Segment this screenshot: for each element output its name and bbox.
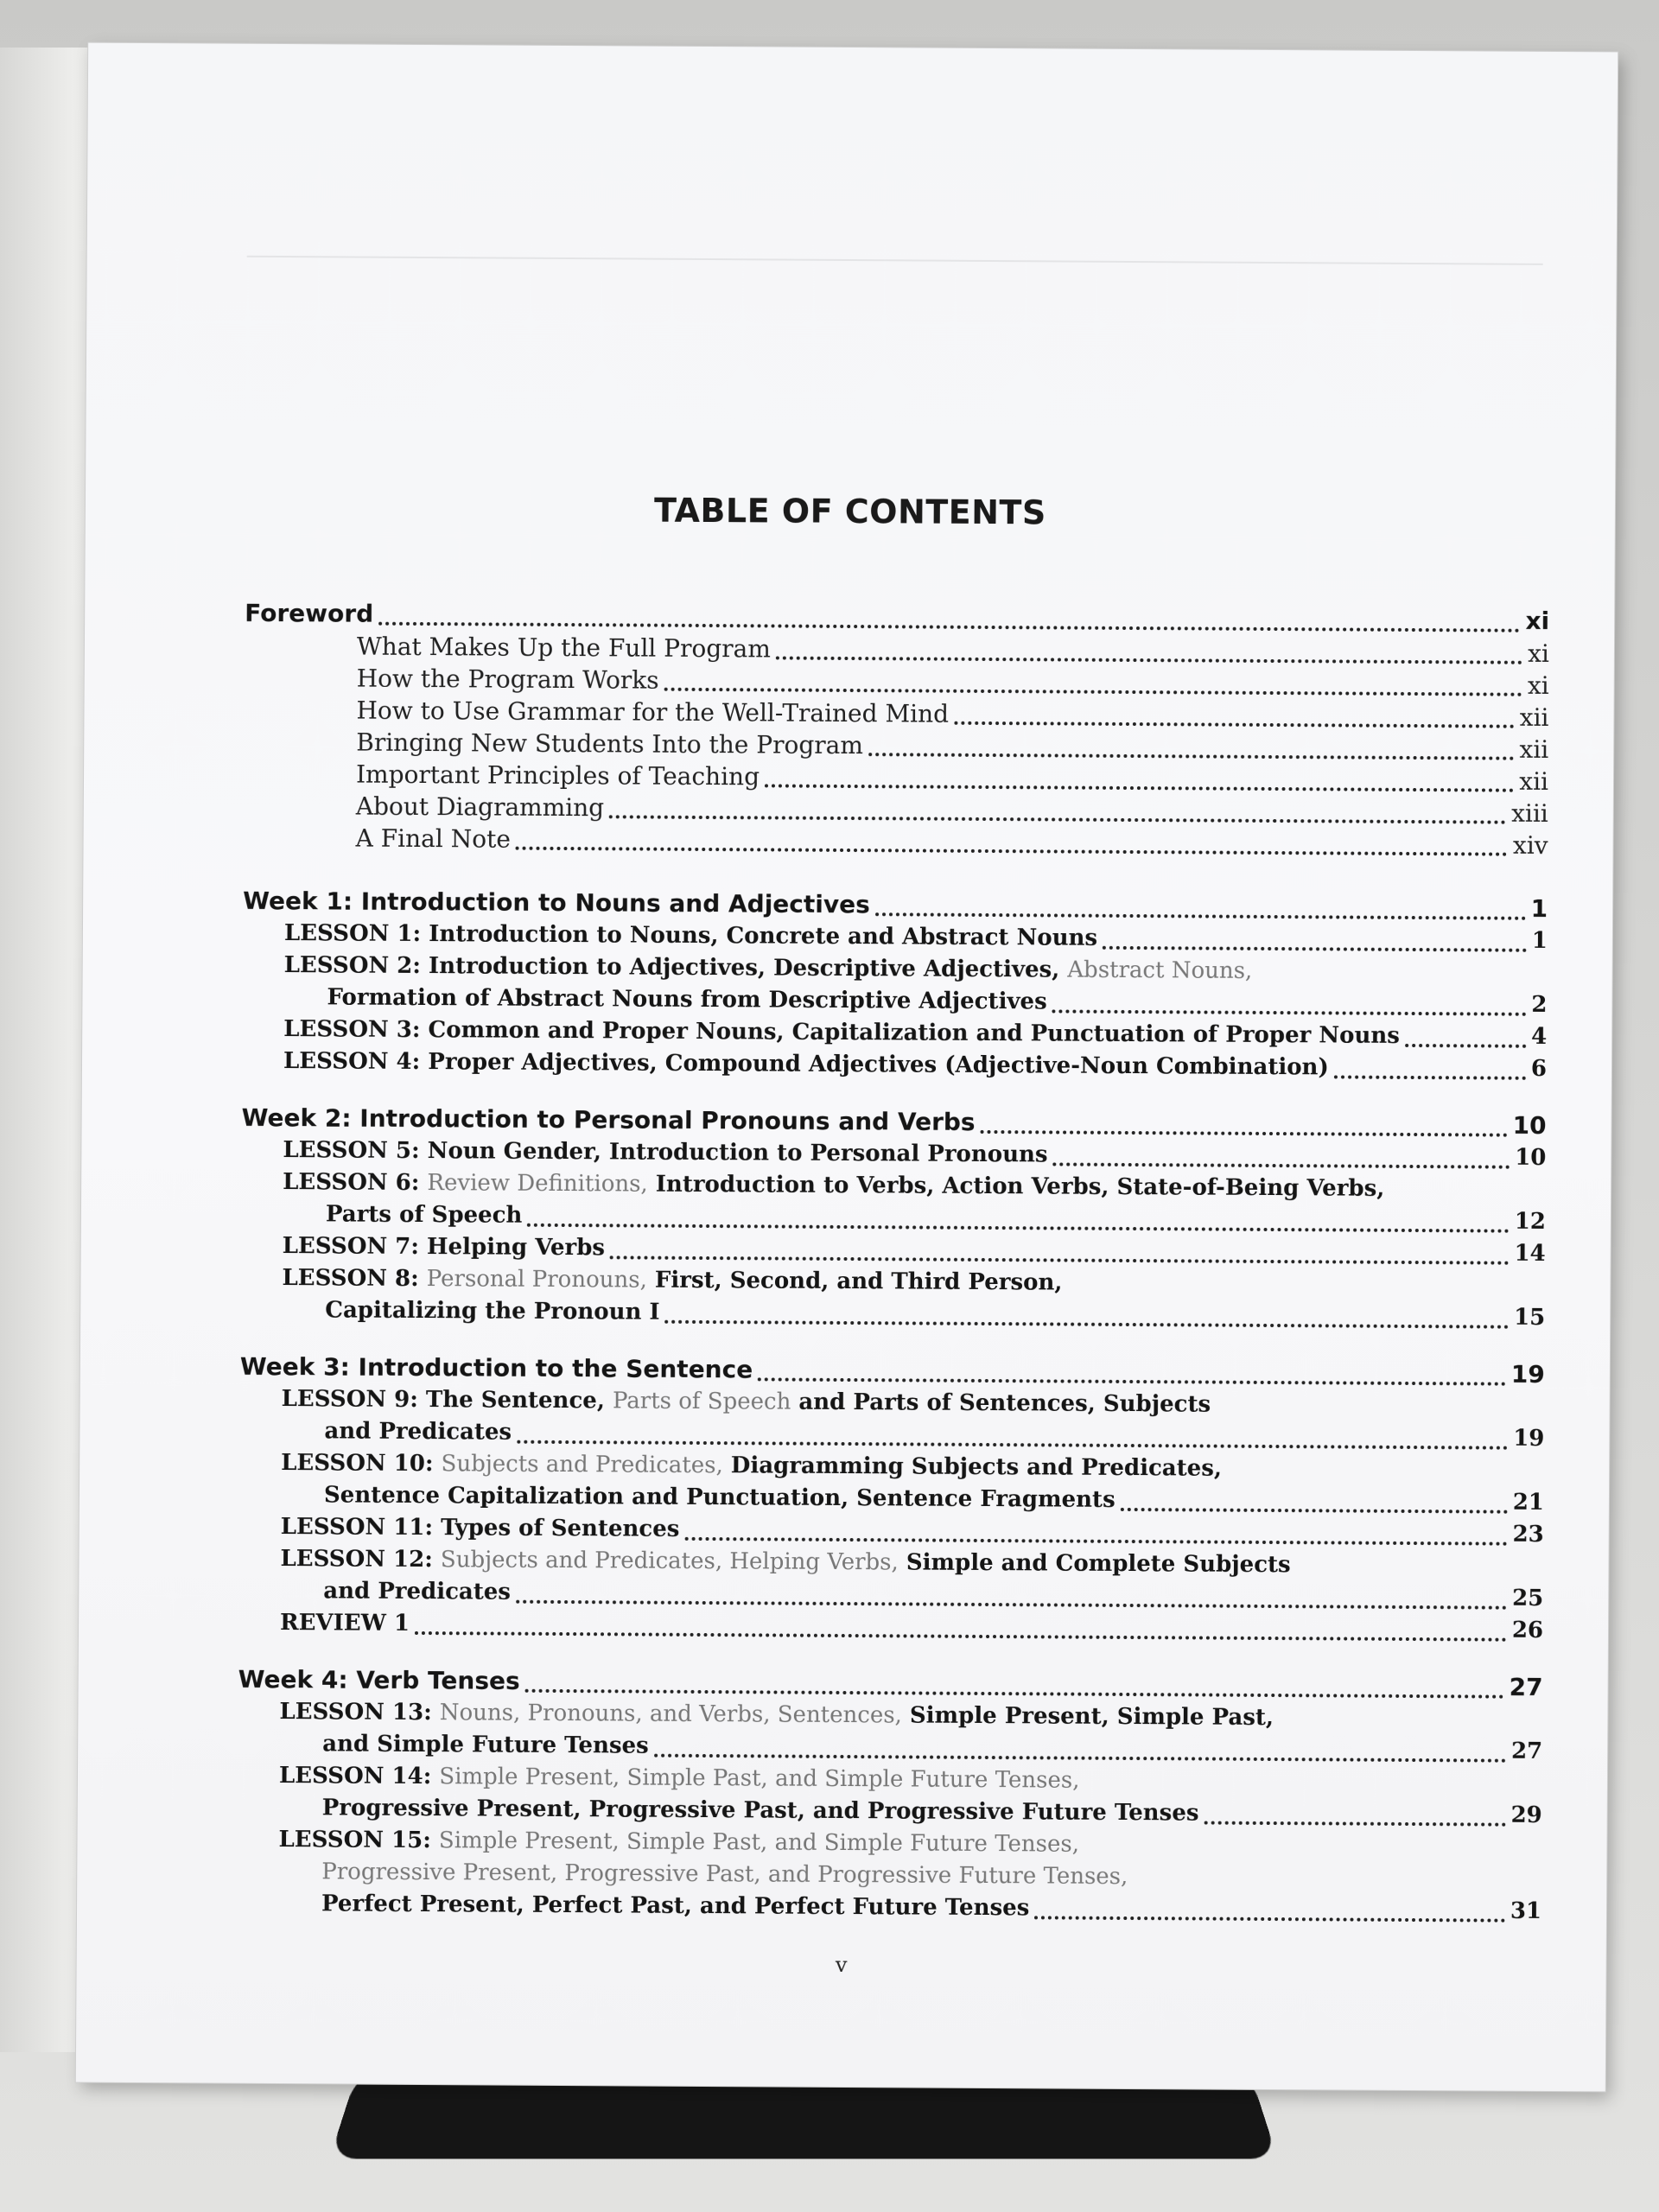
item-label: Important Principles of Teaching	[355, 760, 760, 791]
page-ref: xi	[1527, 671, 1549, 700]
leader-dots	[664, 684, 1522, 696]
page-ref: 15	[1513, 1304, 1546, 1331]
foreword-title: Foreword	[245, 598, 374, 628]
leader-dots	[981, 1127, 1508, 1137]
leader-dots	[517, 1437, 1508, 1450]
leader-dots	[776, 652, 1522, 664]
lesson-number: LESSON 8:	[282, 1265, 419, 1292]
lesson-topics: Perfect Present, Perfect Past, and Perfect Future Tenses	[321, 1891, 1030, 1922]
review-topics: Abstract Nouns,	[1067, 957, 1253, 984]
page-ref: 29	[1510, 1802, 1542, 1828]
lesson-topics: The Sentence,	[425, 1387, 605, 1414]
leader-dots	[525, 1686, 1504, 1699]
lesson-topics: Noun Gender, Introduction to Personal Pronouns	[427, 1138, 1048, 1168]
leader-dots	[378, 619, 1520, 632]
page-ref: 10	[1515, 1144, 1547, 1171]
page-ref: xiii	[1511, 798, 1548, 828]
page-ref: xi	[1525, 606, 1550, 635]
leader-dots	[527, 1220, 1509, 1233]
leader-dots	[758, 1374, 1506, 1385]
lesson-number: REVIEW 1	[279, 1610, 410, 1637]
page-ref: 1	[1531, 927, 1548, 954]
page-ref: 14	[1514, 1240, 1546, 1267]
page-ref: 19	[1510, 1359, 1545, 1389]
lesson-continuation	[237, 1888, 1541, 1928]
page-ref: 4	[1531, 1023, 1548, 1050]
lesson-number: LESSON 4:	[283, 1048, 421, 1075]
page-ref: 1	[1530, 893, 1548, 923]
lesson-topics: Simple Present, Simple Past,	[909, 1702, 1274, 1732]
page-ref: 27	[1510, 1738, 1543, 1764]
lesson-topics: Formation of Abstract Nouns from Descriptive Adjectives	[327, 984, 1047, 1015]
lesson-number: LESSON 7:	[282, 1233, 420, 1260]
leader-dots	[516, 1597, 1507, 1610]
lesson-topics: Progressive Present, Progressive Past, and Progressive Future Tenses	[321, 1795, 1199, 1827]
leader-dots	[954, 718, 1515, 728]
week-title: Week 2: Introduction to Personal Pronouns and Verbs	[241, 1103, 976, 1136]
leader-dots	[1034, 1912, 1505, 1922]
show-through-rule	[247, 256, 1543, 265]
lesson-topics: and Predicates	[324, 1418, 512, 1446]
leader-dots	[516, 843, 1508, 856]
lesson-topics: Proper Adjectives, Compound Adjectives (Adjective-Noun Combination)	[428, 1049, 1329, 1081]
item-label: How the Program Works	[356, 664, 659, 695]
item-label: A Final Note	[355, 823, 511, 854]
review-topics: Parts of Speech	[612, 1388, 791, 1415]
page-ref: xi	[1528, 639, 1550, 668]
lesson-number: LESSON 15:	[278, 1827, 431, 1854]
lesson-number: LESSON 11:	[280, 1514, 434, 1541]
leader-dots	[868, 749, 1515, 760]
leader-dots	[1052, 1006, 1527, 1015]
leader-dots	[1053, 1159, 1510, 1168]
page-ref: 19	[1513, 1425, 1545, 1452]
book-page	[76, 43, 1618, 2092]
review-topics: Subjects and Predicates, Helping Verbs,	[440, 1547, 899, 1576]
leader-dots	[1103, 943, 1527, 952]
lesson-topics: and Predicates	[323, 1578, 512, 1605]
lesson-number: LESSON 3:	[283, 1016, 421, 1043]
page-ref: 21	[1512, 1489, 1545, 1516]
page-ref: xii	[1519, 702, 1549, 732]
page-ref: 26	[1511, 1617, 1544, 1643]
week-title: Week 3: Introduction to the Sentence	[239, 1351, 753, 1384]
review-topics: Progressive Present, Progressive Past, and Progressive Future Tenses,	[321, 1859, 1128, 1891]
leader-dots	[1204, 1818, 1505, 1827]
lesson-topics: Sentence Capitalization and Punctuation, Sentence Fragments	[323, 1482, 1116, 1513]
lesson-number: LESSON 10:	[281, 1450, 434, 1478]
lesson-number: LESSON 12:	[280, 1546, 433, 1573]
leader-dots	[610, 1252, 1510, 1264]
lesson-topics: and Parts of Sentences, Subjects	[798, 1389, 1211, 1418]
page-ref: 2	[1531, 991, 1548, 1018]
lesson-topics: Parts of Speech	[325, 1201, 523, 1229]
lesson-topics: Introduction to Adjectives, Descriptive Adjectives,	[428, 953, 1060, 983]
item-label: How to Use Grammar for the Well-Trained Mind	[356, 696, 950, 728]
page-title: TABLE OF CONTENTS	[653, 491, 1046, 532]
lesson-topics: Types of Sentences	[441, 1515, 680, 1542]
lesson-topics: Capitalizing the Pronoun I	[325, 1297, 660, 1325]
item-label: About Diagramming	[355, 791, 605, 823]
leader-dots	[765, 780, 1514, 791]
lesson-topics: Diagramming Subjects and Predicates,	[730, 1452, 1223, 1482]
page-ref: 27	[1509, 1672, 1543, 1701]
page-ref: 6	[1530, 1055, 1548, 1082]
lesson-number: LESSON 1:	[283, 920, 422, 947]
lesson-topics: Introduction to Nouns, Concrete and Abstract Nouns	[429, 921, 1098, 951]
lesson-topics: and Simple Future Tenses	[322, 1731, 649, 1759]
lesson-topics: Helping Verbs	[426, 1234, 606, 1262]
item-label: Bringing New Students Into the Program	[356, 728, 864, 760]
item-label: What Makes Up the Full Program	[356, 632, 771, 664]
review-topics: Nouns, Pronouns, and Verbs, Sentences,	[439, 1700, 902, 1729]
leader-dots	[654, 1751, 1506, 1763]
lesson-number: LESSON 5:	[283, 1137, 420, 1164]
review-topics: Review Definitions,	[427, 1170, 648, 1198]
review-topics: Personal Pronouns,	[426, 1266, 647, 1294]
page-ref: xii	[1519, 734, 1549, 764]
page-ref: 23	[1512, 1521, 1544, 1548]
lesson-number: LESSON 2:	[283, 952, 422, 979]
page-ref: 12	[1514, 1208, 1547, 1235]
lesson-number: LESSON 13:	[279, 1699, 432, 1726]
leader-dots	[1121, 1504, 1508, 1514]
review-topics: Subjects and Predicates,	[441, 1451, 723, 1479]
leader-dots	[1405, 1040, 1526, 1048]
leader-dots	[875, 909, 1526, 920]
lesson-topics: First, Second, and Third Person,	[654, 1267, 1063, 1296]
review-topics: Simple Present, Simple Past, and Simple Future Tenses,	[438, 1827, 1080, 1858]
review-topics: Simple Present, Simple Past, and Simple Future Tenses,	[439, 1764, 1080, 1794]
page-ref: xiv	[1512, 830, 1548, 860]
lesson-number: LESSON 6:	[283, 1169, 420, 1196]
page-ref: xii	[1519, 766, 1549, 796]
lesson-topics: Simple and Complete Subjects	[906, 1549, 1291, 1579]
leader-dots	[415, 1628, 1507, 1642]
lesson-topics: Common and Proper Nouns, Capitalization and Punctuation of Proper Nouns	[428, 1017, 1400, 1049]
leader-dots	[609, 811, 1506, 823]
lesson-number: LESSON 14:	[278, 1763, 432, 1790]
lesson-number: LESSON 9:	[281, 1386, 418, 1413]
page-ref: 31	[1510, 1897, 1542, 1924]
page-ref: 10	[1512, 1110, 1547, 1140]
week-title: Week 4: Verb Tenses	[238, 1664, 520, 1695]
page-number: v	[835, 1952, 848, 1978]
week-title: Week 1: Introduction to Nouns and Adjectives	[243, 886, 870, 919]
lesson-topics: Introduction to Verbs, Action Verbs, State-of-Being Verbs,	[655, 1171, 1385, 1202]
leader-dots	[684, 1534, 1507, 1546]
leader-dots	[665, 1317, 1509, 1329]
table-of-contents	[237, 597, 1549, 1928]
page-ref: 25	[1511, 1585, 1544, 1611]
leader-dots	[1334, 1071, 1526, 1079]
